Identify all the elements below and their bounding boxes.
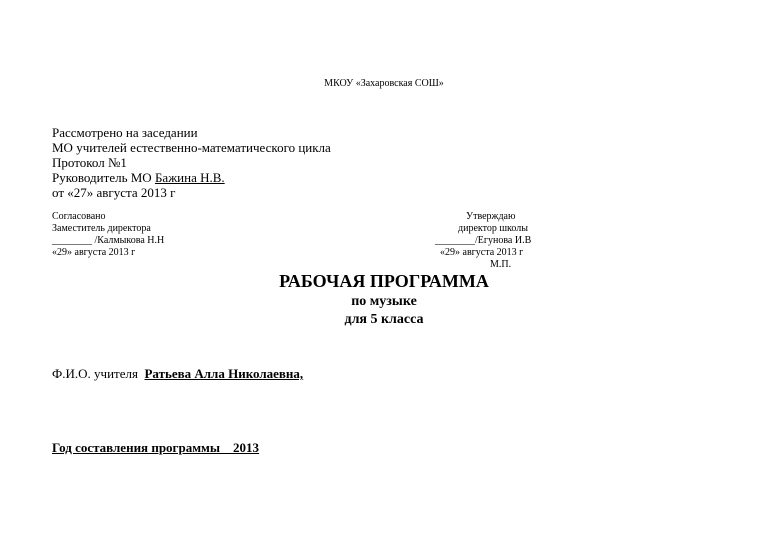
agreed-title: Согласовано [52, 211, 106, 222]
considered-date: от «27» августа 2013 г [52, 185, 176, 200]
program-grade: для 5 класса [344, 312, 424, 327]
teacher-name: Ратьева Алла Николаевна, [144, 366, 304, 381]
teacher-label: Ф.И.О. учителя [52, 366, 145, 381]
agreed-date: «29» августа 2013 г [52, 247, 136, 258]
approved-date: «29» августа 2013 г [440, 247, 524, 258]
stamp-mark: М.П. [490, 259, 512, 270]
head-of-mo-label: Руководитель МО [52, 170, 155, 185]
program-title: РАБОЧАЯ ПРОГРАММА [279, 271, 489, 291]
school-name: МКОУ «Захаровская СОШ» [324, 78, 444, 89]
protocol-number: Протокол №1 [52, 155, 127, 170]
agreed-signature: ________ /Калмыкова Н.Н [52, 235, 165, 246]
approved-signature: ________/Егунова И.В [435, 235, 532, 246]
year-of-compilation: Год составления программы 2013 [52, 440, 260, 455]
head-of-mo-name: Бажина Н.В. [154, 170, 225, 185]
considered-line-1: Рассмотрено на заседании [52, 125, 198, 140]
approved-role: директор школы [458, 223, 528, 234]
program-subject: по музыке [351, 294, 417, 309]
agreed-role: Заместитель директора [52, 223, 151, 234]
approved-title: Утверждаю [466, 211, 516, 222]
considered-line-2: МО учителей естественно-математического цикла [52, 140, 331, 155]
teacher-line [52, 366, 303, 381]
head-of-mo [52, 170, 225, 185]
